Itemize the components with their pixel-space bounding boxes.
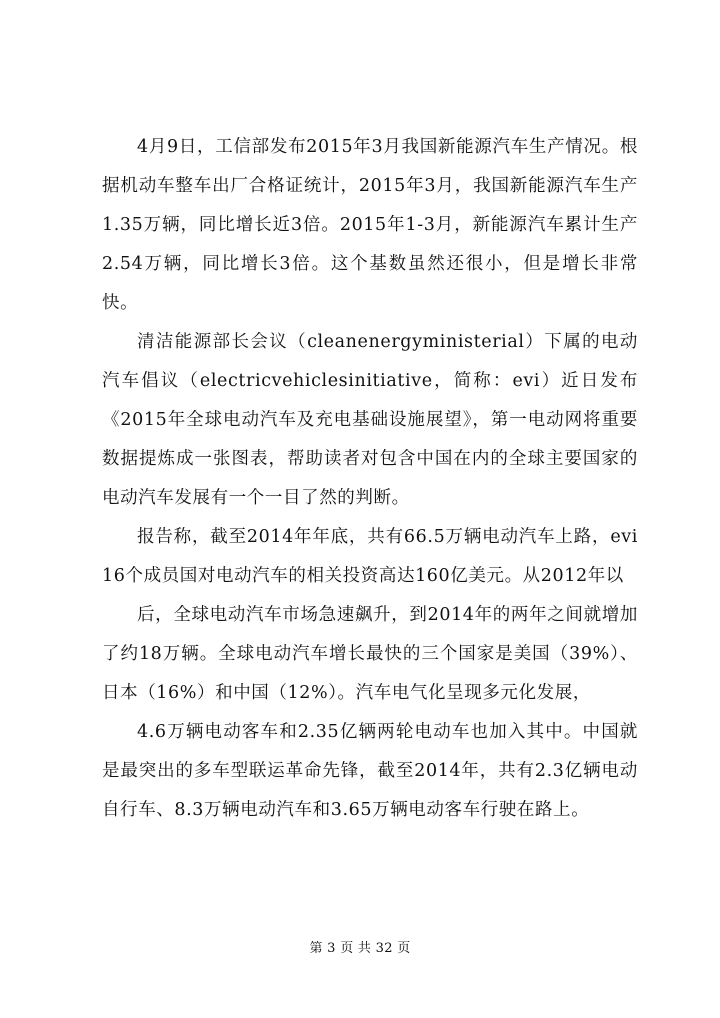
paragraph-global-growth: 后，全球电动汽车市场急速飙升，到2014年的两年之间就增加了约18万辆。全球电动汽车增长最快的三个国家是美国（39%）、日本（16%）和中国（12%）。汽车电气化呈现多元化发展， xyxy=(102,605,638,703)
paragraph-ev-production: 4月9日，工信部发布2015年3月我国新能源汽车生产情况。根据机动车整车出厂合格证统计，2015年3月，我国新能源汽车生产1.35万辆，同比增长近3倍。2015年1-3月，新能源汽车累计生产2.54万辆，同比增长3倍。这个基数虽然还很小，但是增长非常快。 xyxy=(102,137,638,313)
paragraph-china-vehicles: 4.6万辆电动客车和2.35亿辆两轮电动车也加入其中。中国就是最突出的多车型联运革命先锋，截至2014年，共有2.3亿辆电动自行车、8.3万辆电动汽车和3.65万辆电动客车行驶在路上。 xyxy=(102,722,638,820)
page-number-footer: 第 3 页 共 32 页 xyxy=(309,941,411,956)
document-body xyxy=(102,128,638,830)
paragraph-report-summary: 报告称，截至2014年年底，共有66.5万辆电动汽车上路，evi16个成员国对电动汽车的相关投资高达160亿美元。从2012年以 xyxy=(102,527,638,586)
paragraph-evi-report: 清洁能源部长会议（cleanenergyministerial）下属的电动汽车倡议（electricvehiclesinitiative，简称：evi）近日发布《2015年全球电动汽车及充电基础设施展望》，第一电动网将重要数据提炼成一张图表，帮助读者对包含中国在内的全球主要国家的电动汽车发展有一个一目了然的判断。 xyxy=(102,332,638,508)
